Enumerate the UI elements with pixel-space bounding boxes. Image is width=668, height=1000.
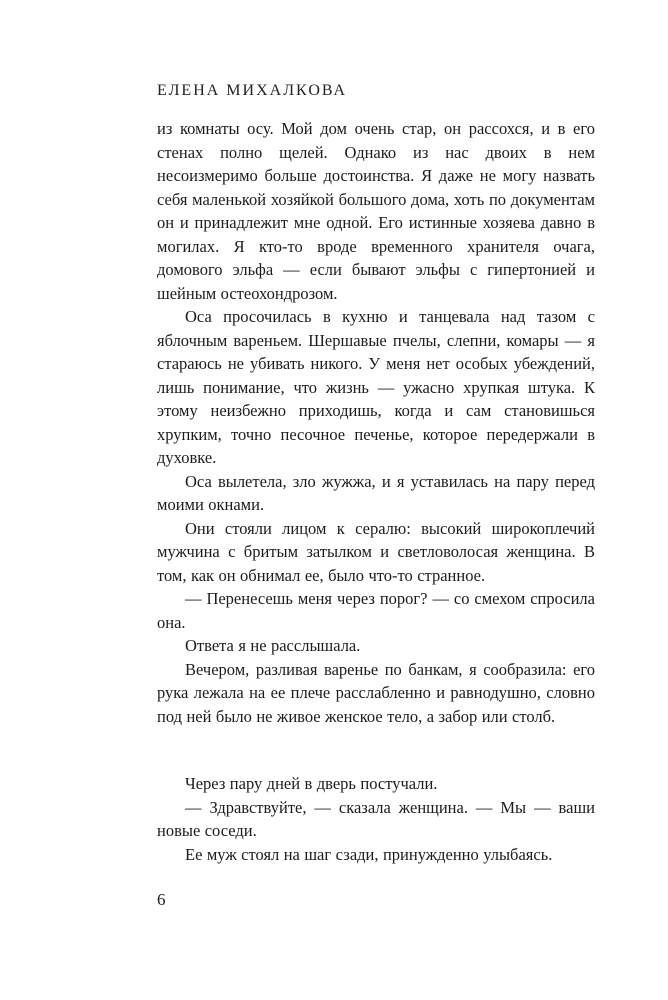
body-text xyxy=(157,117,595,866)
paragraph: Они стояли лицом к сералю: высокий широкоплечий мужчина с бритым затылком и светловолосая женщина. В том, как он обнимал ее, было что-то странное. xyxy=(157,518,595,585)
paragraph: Оса просочилась в кухню и танцевала над тазом с яблочным вареньем. Шершавые пчелы, слепни, комары — я стараюсь не убивать никого. У меня нет особых убеждений, лишь понимание, что жизнь — ужасно хрупкая штука. К этому неизбежно приходишь, когда и сам становишься хрупким, точно песочное печенье, которое передержали в духовке. xyxy=(157,307,595,467)
page-number: 6 xyxy=(157,890,166,909)
paragraph: Вечером, разливая варенье по банкам, я сообразила: его рука лежала на ее плече расслабленно и равнодушно, словно под ней было не живое женское тело, а забор или столб. xyxy=(157,659,595,726)
paragraph-section-start: Через пару дней в дверь постучали. xyxy=(185,774,438,793)
text-block xyxy=(157,82,595,866)
paragraph: — Перенесешь меня через порог? — со смехом спросила она. xyxy=(157,589,595,632)
paragraph: из комнаты осу. Мой дом очень стар, он рассохся, и в его стенах полно щелей. Однако из нас двоих в нем несоизмеримо больше достоинства. Я даже не могу назвать себя маленькой хозяйкой большого дома, хоть по документам он и принадлежит мне одной. Его истинные хозяева давно в могилах. Я кто-то вроде временного хранителя очага, домового эльфа — если бывают эльфы с гипертонией и шейным остеохондрозом. xyxy=(157,119,595,303)
paragraph: Ответа я не расслышала. xyxy=(185,636,361,655)
author-running-header: ЕЛЕНА МИХАЛКОВА xyxy=(157,82,348,99)
paragraph: — Здравствуйте, — сказала женщина. — Мы — ваши новые соседи. xyxy=(157,797,595,840)
paragraph: Ее муж стоял на шаг сзади, принужденно улыбаясь. xyxy=(185,844,553,864)
paragraph: Оса вылетела, зло жужжа, и я уставилась на пару перед моими окнами. xyxy=(157,471,595,514)
